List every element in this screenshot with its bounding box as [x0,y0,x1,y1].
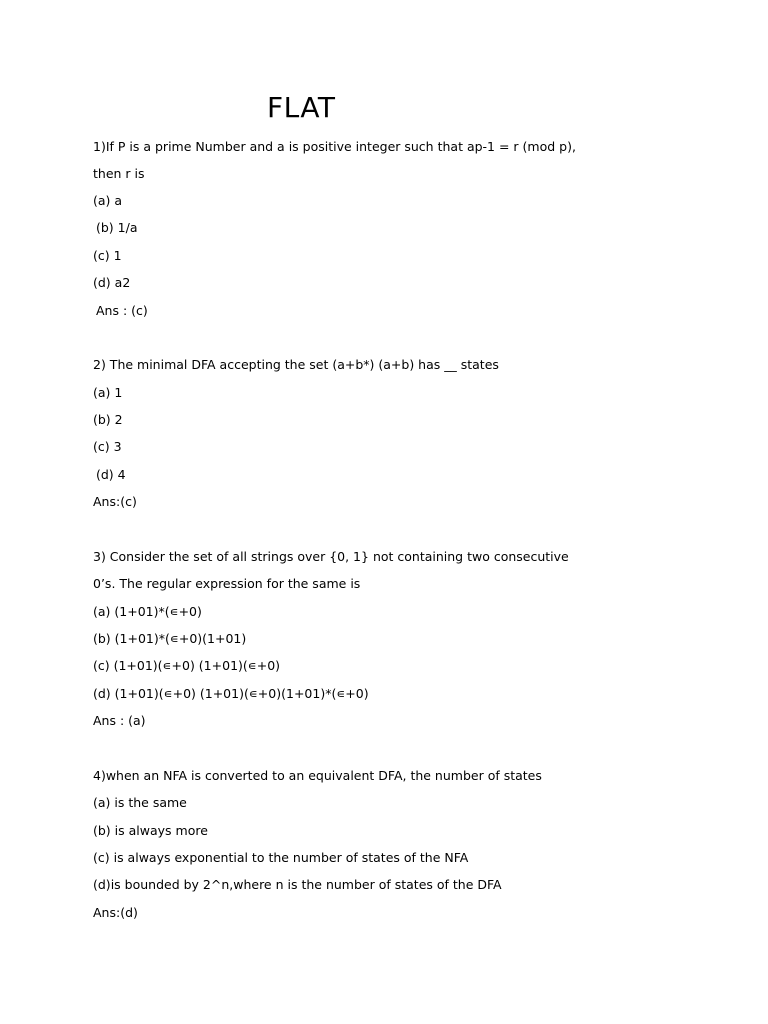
q4-option-b: (b) is always more [93,823,208,838]
q2-option-c: (c) 3 [93,439,122,454]
q4-answer: Ans:(d) [93,905,138,920]
q2-option-d: (d) 4 [96,467,126,482]
q4-option-a: (a) is the same [93,795,187,810]
q1-option-a: (a) a [93,193,123,208]
document-title: FLAT [267,91,336,124]
q2-line: 2) The minimal DFA accepting the set (a+b*) (a+b) has __ states [93,357,499,372]
q2-option-b: (b) 2 [93,412,123,427]
q4-option-c: (c) is always exponential to the number of states of the NFA [93,850,469,865]
q3-answer: Ans : (a) [93,713,146,728]
q3-line: 3) Consider the set of all strings over {0, 1} not containing two consecutive [93,549,569,564]
q1-line: then r is [93,166,145,181]
q1-answer: Ans : (c) [96,303,148,318]
q2-option-a: (a) 1 [93,385,123,400]
q3-option-c: (c) (1+01)(∊+0) (1+01)(∊+0) [93,658,281,673]
q3-option-d: (d) (1+01)(∊+0) (1+01)(∊+0)(1+01)*(∊+0) [93,686,369,701]
q1-option-d: (d) a2 [93,275,131,290]
q3-line: 0’s. The regular expression for the same is [93,576,361,591]
q4-line: 4)when an NFA is converted to an equivalent DFA, the number of states [93,768,542,783]
q1-option-b: (b) 1/a [96,220,138,235]
q3-option-a: (a) (1+01)*(∊+0) [93,604,202,619]
q2-answer: Ans:(c) [93,494,137,509]
q1-option-c: (c) 1 [93,248,122,263]
q3-option-b: (b) (1+01)*(∊+0)(1+01) [93,631,247,646]
q4-option-d: (d)is bounded by 2^n,where n is the number of states of the DFA [93,877,502,892]
q1-line: 1)If P is a prime Number and a is positive integer such that ap-1 = r (mod p), [93,139,576,154]
